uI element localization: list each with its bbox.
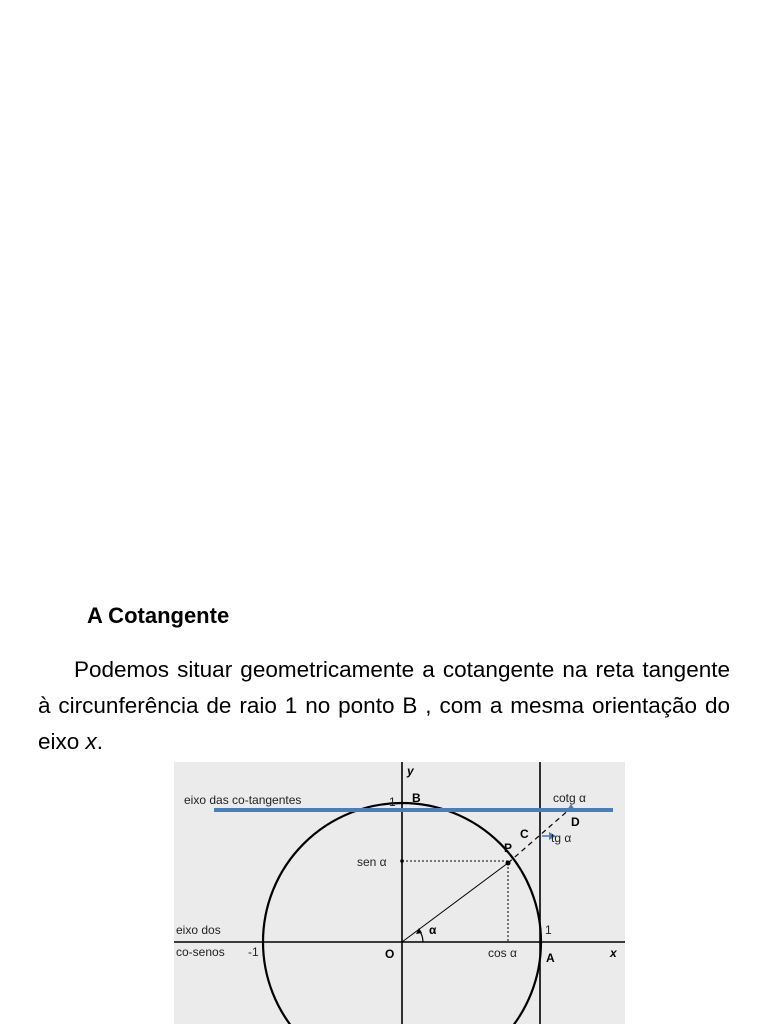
point-b-label: B: [412, 791, 421, 805]
point-d-label: D: [571, 815, 580, 829]
point-p-label: P: [504, 841, 513, 855]
cotangent-axis-label: eixo das co-tangentes: [184, 793, 302, 807]
point-a-label: A: [546, 951, 555, 965]
trig-circle-diagram: [174, 762, 625, 1024]
trig-circle-figure: [174, 762, 625, 1024]
cos-alpha-label: cos α: [488, 946, 517, 960]
origin-o-label: O: [385, 947, 395, 961]
point-c-label: C: [520, 827, 529, 841]
tg-alpha-label: tg α: [551, 831, 572, 845]
alpha-angle-label: α: [429, 923, 437, 937]
x-axis-label: x: [610, 946, 617, 960]
sen-alpha-label: sen α: [357, 855, 387, 869]
paragraph-x-emphasis: x: [85, 729, 97, 754]
one-right-label: 1: [545, 923, 552, 937]
one-top-label: 1: [389, 795, 396, 809]
paragraph-text-before: Podemos situar geometricamente a cotangente na reta tangente à circunferência de raio 1 no ponto B , com a mesma orientação do eixo: [38, 657, 730, 754]
paragraph-text-after: .: [96, 729, 104, 754]
sen-tick-marker: [400, 859, 404, 863]
cotg-alpha-label: cotg α: [553, 791, 586, 805]
minus-one-label: -1: [248, 945, 259, 959]
point-p-marker: [506, 861, 511, 866]
slide-title: A Cotangente: [87, 603, 230, 628]
cosine-axis-label-line2: co-senos: [176, 945, 225, 959]
cosine-axis-label-line1: eixo dos: [176, 923, 221, 937]
slide-paragraph: [38, 652, 730, 760]
y-axis-label: y: [407, 764, 414, 778]
